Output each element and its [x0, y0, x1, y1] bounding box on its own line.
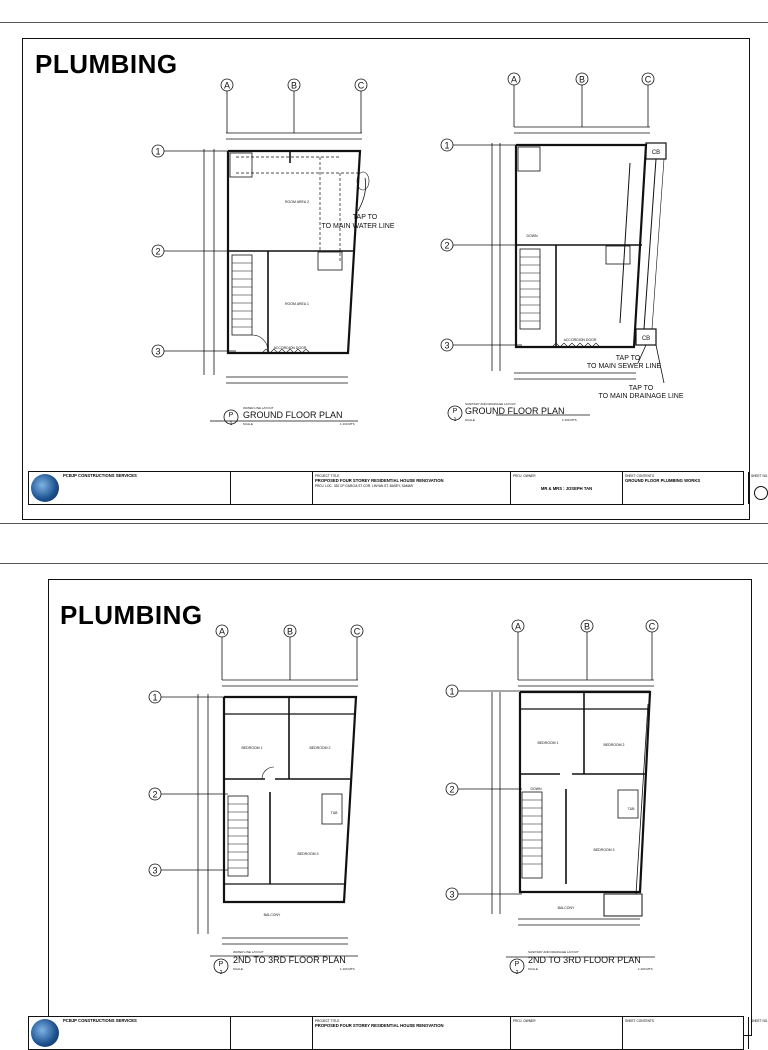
revision-cell	[231, 472, 313, 504]
svg-text:C: C	[353, 626, 361, 637]
bedroom2-label-right: BEDROOM 2	[603, 743, 625, 747]
project-owner: MR & MRS : JOSEPH TAN	[540, 486, 593, 491]
svg-text:1: 1	[444, 140, 450, 151]
svg-text:2: 2	[152, 789, 158, 800]
svg-text:C: C	[357, 80, 365, 91]
ground-floor-plans-drawing	[0, 23, 768, 523]
sheet-title: PLUMBING	[60, 600, 203, 630]
company-cell	[61, 1017, 231, 1049]
scale-label-right-2: SCALE	[528, 967, 538, 971]
plan-caption-left: GROUND FLOOR PLAN	[243, 410, 343, 420]
svg-text:B: B	[290, 80, 298, 91]
upper-floor-plans-drawing	[0, 564, 768, 1034]
scale-label-left-2: SCALE	[233, 967, 243, 971]
svg-text:A: A	[510, 74, 518, 85]
svg-text:B: B	[583, 621, 591, 632]
scale-label-right: SCALE	[465, 418, 475, 422]
plumbing-sheet-upper	[0, 563, 768, 1034]
svg-text:A: A	[514, 621, 522, 632]
svg-text:2: 2	[449, 784, 455, 795]
bedroom1-label-right: BEDROOM 1	[537, 741, 559, 745]
owner-label: PROJ. OWNER	[513, 474, 536, 478]
contents-cell	[623, 1017, 749, 1049]
bedroom1-label: BEDROOM 1	[241, 746, 263, 750]
plumbing-sheet-ground	[0, 22, 768, 524]
tap-drain-line1: TAP TO	[628, 385, 654, 392]
owner-cell	[511, 1017, 623, 1049]
plan-badge-num-left: 1	[229, 421, 233, 427]
plan-badge-left: P	[228, 412, 234, 419]
owner-label: PROJ. OWNER	[513, 1019, 536, 1023]
plan-badge-num-right: 1	[453, 417, 457, 423]
plan-badge-left-2: P	[218, 961, 224, 968]
title-block	[28, 1016, 768, 1050]
company-logo-icon	[31, 474, 59, 502]
contents-label: SHEET CONTENTS	[625, 474, 654, 478]
north-arrow-icon	[754, 486, 768, 500]
svg-text:2: 2	[155, 246, 161, 257]
scale-value-right-2: 1:100 MTS	[638, 967, 653, 971]
cb-top-label: CB	[651, 150, 661, 156]
svg-text:3: 3	[444, 340, 450, 351]
plan-caption-right-2: 2ND TO 3RD FLOOR PLAN	[528, 955, 641, 965]
tb-label: T&B	[330, 811, 338, 815]
svg-text:A: A	[218, 626, 226, 637]
room-area-1-label: ROOM AREA 1	[285, 302, 309, 306]
project-cell	[313, 1017, 511, 1049]
room-area-2-label: ROOM AREA 2	[285, 200, 309, 204]
sheet-no-cell	[749, 472, 768, 504]
project-cell	[313, 472, 511, 504]
sheet-no-label: SHEET NO.	[751, 1019, 768, 1023]
sheet-no-cell	[749, 1017, 768, 1049]
plan-caption-right: GROUND FLOOR PLAN	[465, 406, 565, 416]
company-name: PCBJP CONSTRUCTIONS SERVICES	[63, 473, 137, 478]
balcony-label: BALCONY	[263, 913, 281, 917]
svg-text:3: 3	[152, 865, 158, 876]
contents-label: SHEET CONTENTS	[625, 1019, 654, 1023]
plan-subcaption-right: SANITARY AND DRAINAGE LAYOUT	[465, 402, 516, 406]
plan-badge-right: P	[452, 408, 458, 415]
plan-badge-num-right-2: 2	[515, 970, 519, 976]
svg-text:B: B	[578, 74, 586, 85]
accordion-door-label: ACCORDION DOOR	[273, 346, 307, 350]
scale-value-left: 1:100 MTS	[340, 422, 355, 426]
accordion-door-label-right: ACCORDION DOOR	[563, 338, 597, 342]
sheet-no-label: SHEET NO.	[751, 474, 768, 478]
cb-bottom-label: CB	[641, 336, 651, 342]
plan-badge-right-2: P	[514, 961, 520, 968]
svg-text:1: 1	[449, 686, 455, 697]
plan-subcaption-left: WATER LINE LAYOUT	[243, 406, 274, 410]
revision-cell	[231, 1017, 313, 1049]
balcony-label-right: BALCONY	[557, 906, 575, 910]
tap-sewer-line1: TAP TO	[615, 355, 641, 362]
plan-badge-num-left-2: 2	[219, 970, 223, 976]
svg-text:3: 3	[449, 889, 455, 900]
svg-text:2: 2	[444, 240, 450, 251]
scale-value-right: 1:100 MTS	[562, 418, 577, 422]
plan-subcaption-right-2: SANITARY AND DRAINAGE LAYOUT	[528, 950, 579, 954]
bedroom2-label: BEDROOM 2	[309, 746, 331, 750]
company-cell	[61, 472, 231, 504]
project-label: PROJECT TITLE	[315, 1019, 340, 1023]
title-block	[28, 471, 768, 505]
project-title: PROPOSED FOUR STOREY RESIDENTIAL HOUSE RENOVATION	[315, 1023, 444, 1028]
location-label: PROJ. LOC.	[315, 484, 333, 488]
sheet-contents: GROUND FLOOR PLUMBING WORKS	[625, 478, 701, 483]
company-name: PCBJP CONSTRUCTIONS SERVICES	[63, 1018, 137, 1023]
scale-label-left: SCALE	[243, 422, 253, 426]
svg-text:A: A	[223, 80, 231, 91]
svg-text:B: B	[286, 626, 294, 637]
svg-text:C: C	[648, 621, 656, 632]
owner-cell	[511, 472, 623, 504]
down-label: DOWN	[526, 234, 538, 238]
bedroom3-label: BEDROOM 3	[297, 852, 319, 856]
down-label-right: DOWN	[530, 787, 542, 791]
tap-water-line2: TO MAIN WATER LINE	[321, 223, 395, 230]
svg-text:3: 3	[155, 346, 161, 357]
svg-text:1: 1	[152, 692, 158, 703]
svg-text:C: C	[644, 74, 652, 85]
tap-sewer-line2: TO MAIN SEWER LINE	[586, 363, 662, 370]
project-title: PROPOSED FOUR STOREY RESIDENTIAL HOUSE RENOVATION	[315, 478, 444, 483]
plan-subcaption-left-2: WATER LINE LAYOUT	[233, 950, 264, 954]
project-label: PROJECT TITLE	[315, 474, 340, 478]
tap-drain-line2: TO MAIN DRAINAGE LINE	[598, 393, 684, 400]
company-logo-icon	[31, 1019, 59, 1047]
plan-caption-left-2: 2ND TO 3RD FLOOR PLAN	[233, 955, 346, 965]
bedroom3-label-right: BEDROOM 3	[593, 848, 615, 852]
project-location: 320 CP GARCIA ST COR. LINYAN ST. BASEY, SAMAR	[333, 484, 413, 488]
tap-water-line1: TAP TO	[352, 214, 378, 221]
svg-text:1: 1	[155, 146, 161, 157]
tb-label-right: T&B	[627, 807, 635, 811]
sheet-title: PLUMBING	[35, 49, 178, 79]
scale-value-left-2: 1:100 MTS	[340, 967, 355, 971]
contents-cell	[623, 472, 749, 504]
